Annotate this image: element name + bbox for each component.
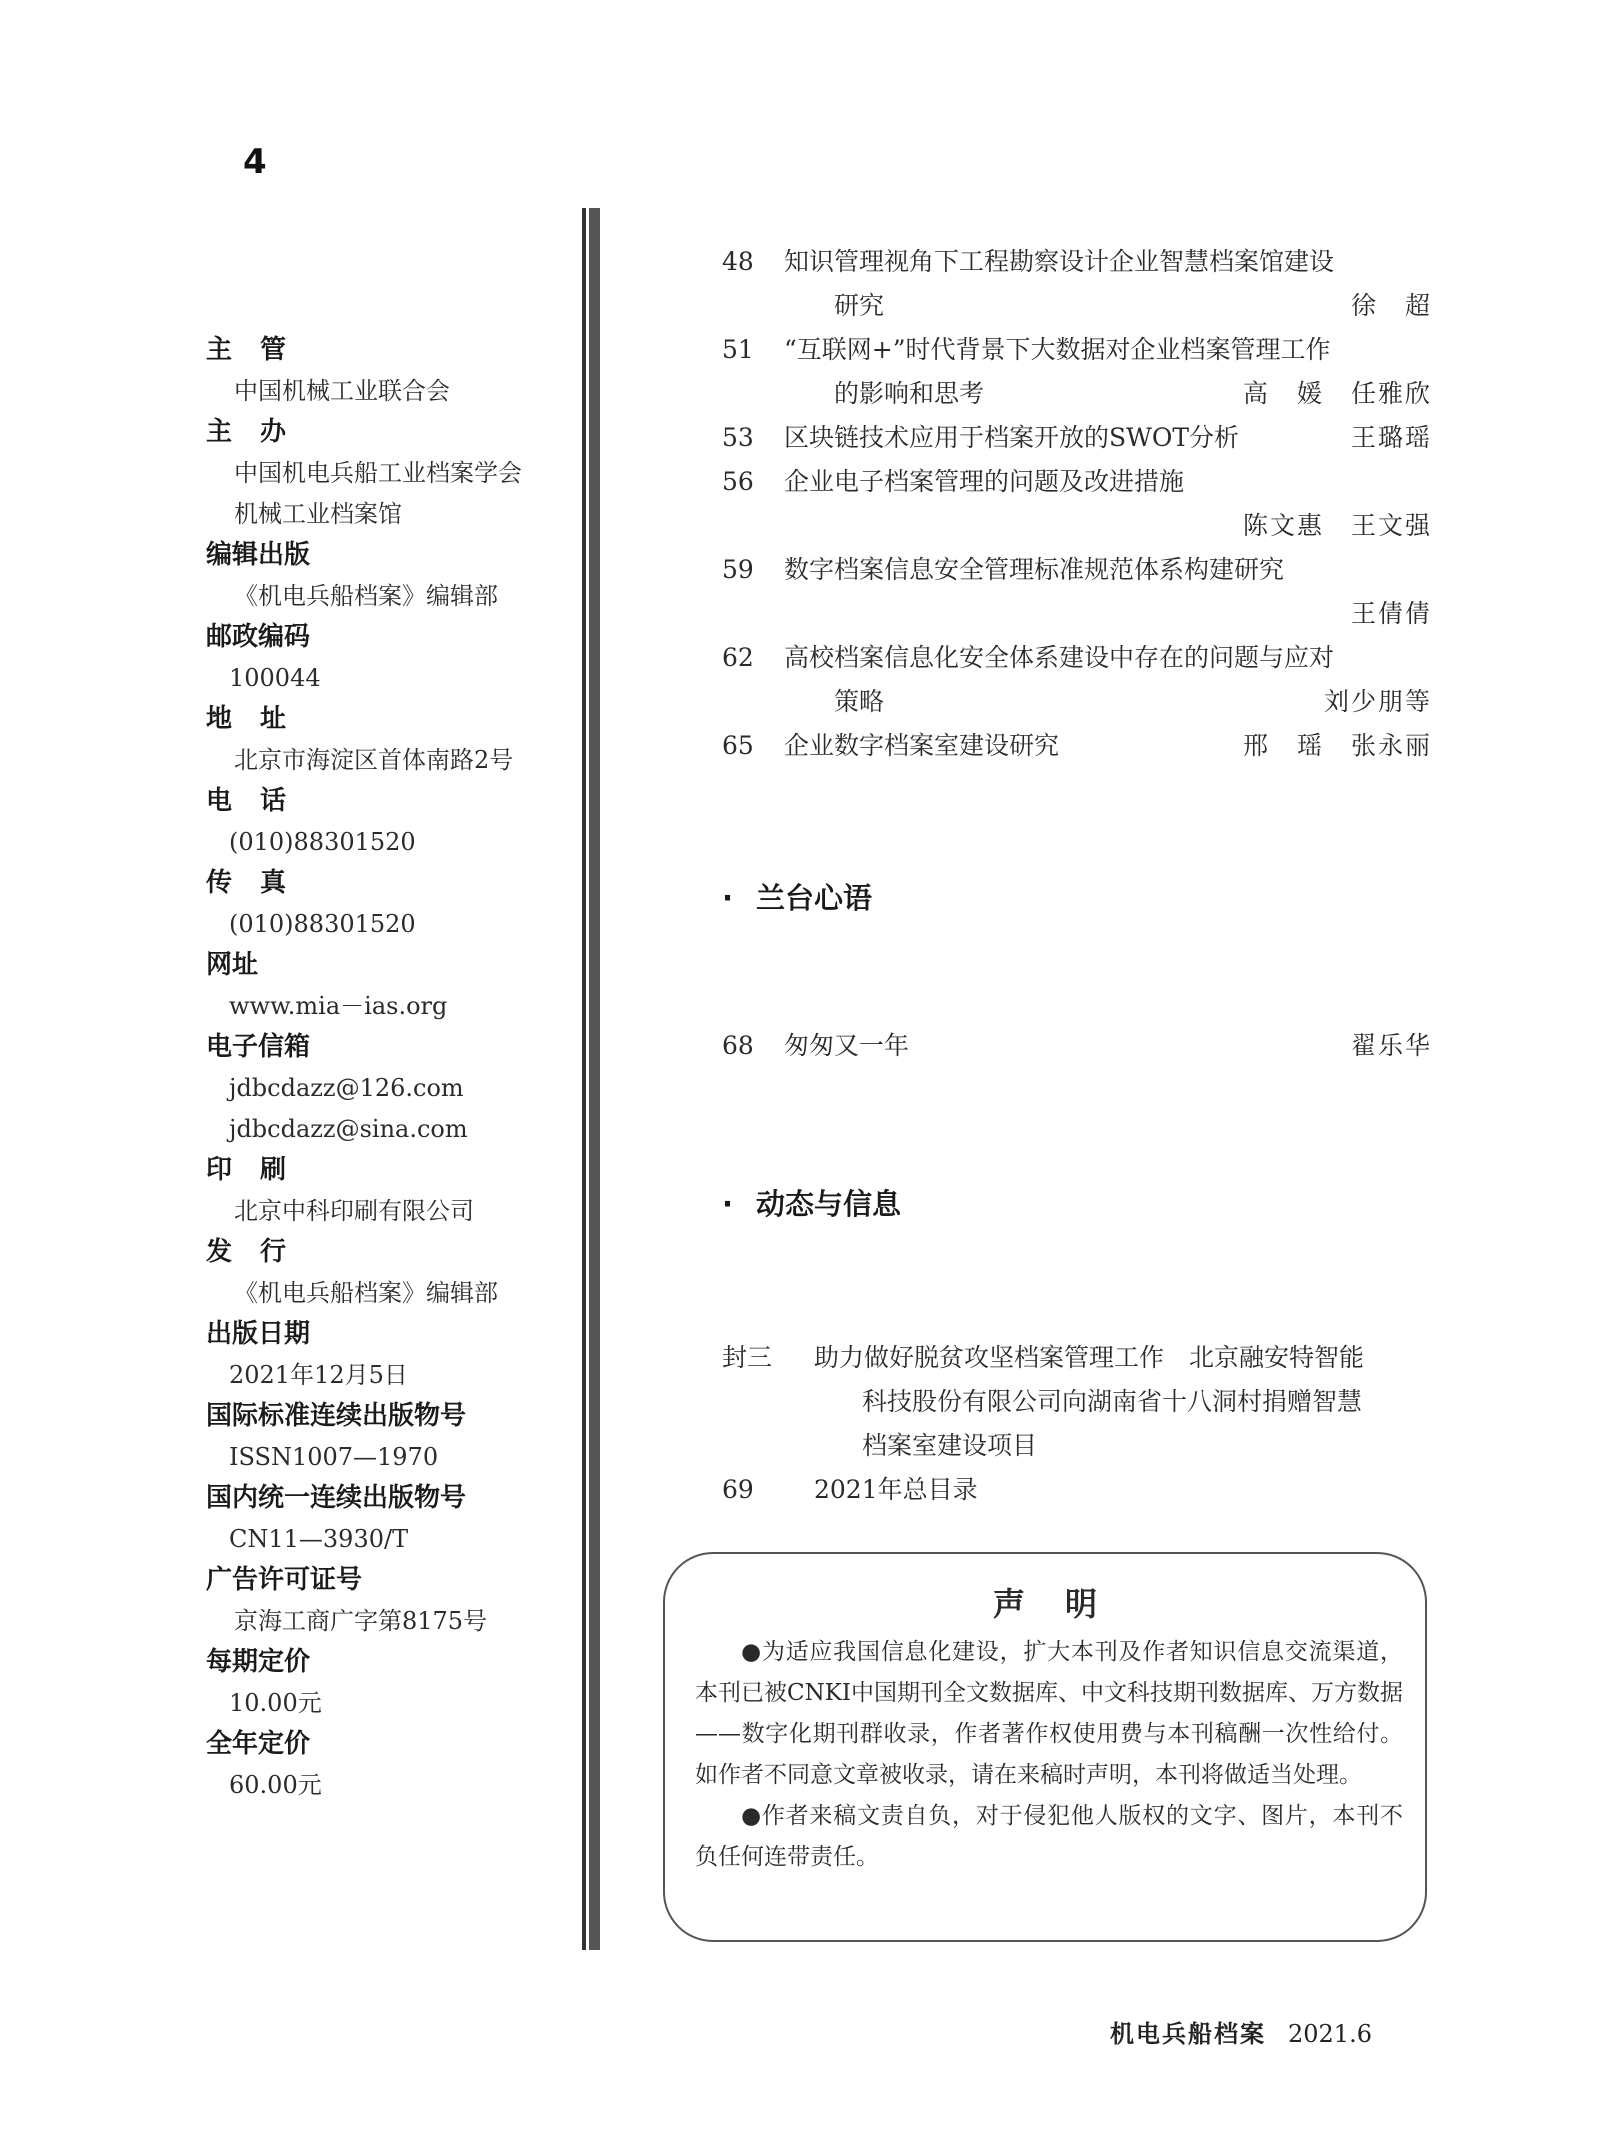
toc-title: 助力做好脱贫攻坚档案管理工作 北京融安特智能 [814,1343,1365,1372]
masthead-label: 每期定价 [206,1647,311,1677]
masthead-item [206,535,566,617]
masthead-value: CN11—3930/T [229,1525,409,1553]
toc-entry[interactable] [722,328,1432,416]
journal-name: 机电兵船档案 [1110,2019,1266,2048]
masthead-label: 电话 [206,786,315,816]
masthead-label: 全年定价 [206,1729,311,1759]
masthead-item [206,1724,566,1806]
masthead-label: 主办 [206,417,315,447]
toc-title: 知识管理视角下工程勘察设计企业智慧档案馆建设 [784,247,1335,276]
page-footer [1110,2014,1372,2049]
masthead-item [206,1396,566,1478]
toc-entry[interactable] [722,1024,1432,1068]
column-divider [582,208,600,1950]
masthead-label: 国内统一连续出版物号 [206,1483,467,1513]
masthead-label: 发行 [206,1237,315,1267]
lantai-entries [722,1024,1432,1068]
masthead-item [206,1150,566,1232]
toc-title: 的影响和思考 [834,379,985,408]
toc-entry[interactable] [722,724,1432,768]
toc-entry[interactable] [722,1468,1442,1512]
toc-page-number: 69 [722,1475,754,1504]
masthead-label: 邮政编码 [206,622,311,652]
bullet-icon: · [722,1187,734,1221]
toc-page-number: 65 [722,731,754,760]
masthead-item [206,1560,566,1642]
masthead-value: 《机电兵船档案》编辑部 [234,582,498,610]
toc-page-number: 51 [722,335,754,364]
masthead-item [206,1642,566,1724]
masthead-item [206,781,566,863]
masthead-value: jdbcdazz@126.com [229,1074,464,1102]
masthead-label: 印刷 [206,1155,315,1185]
toc-title: 科技股份有限公司向湖南省十八洞村捐赠智慧 [862,1387,1363,1416]
masthead-item [206,699,566,781]
toc-author: 邢 瑶 张永丽 [1242,731,1432,760]
statement-paragraph: ●为适应我国信息化建设，扩大本刊及作者知识信息交流渠道，本刊已被CNKI中国期刊全文数据库、中文科技期刊数据库、万方数据——数字化期刊群收录，作者著作权使用费与本刊稿酬一次性给付。如作者不同意文章被收录，请在来稿时声明，本刊将做适当处理。 [695,1639,1403,1788]
toc-author: 陈文惠 王文强 [1242,511,1432,540]
masthead-item [206,945,566,1027]
toc-title: 企业电子档案管理的问题及改进措施 [784,467,1185,496]
toc-entry[interactable] [722,636,1432,724]
masthead-item [206,617,566,699]
masthead-value: 100044 [229,664,321,692]
masthead-value: 中国机电兵船工业档案学会 [234,459,522,487]
masthead-value: jdbcdazz@sina.com [229,1115,468,1143]
page-number: 4 [243,142,267,182]
toc-author: 徐 超 [1350,291,1432,320]
masthead-item [206,1478,566,1560]
section-title: 兰台心语 [756,881,873,915]
toc-page-number: 68 [722,1031,754,1060]
toc-page-number: 48 [722,247,754,276]
toc-author: 高 媛 任雅欣 [1242,379,1432,408]
masthead-item [206,412,566,535]
issue-number: 2021.6 [1288,2020,1372,2048]
masthead-label: 主管 [206,335,315,365]
toc-entry[interactable] [722,240,1432,328]
statement-box [663,1552,1427,1942]
toc-page-number: 59 [722,555,754,584]
masthead-value: www.mia－ias.org [229,992,448,1020]
masthead-value: 《机电兵船档案》编辑部 [234,1279,498,1307]
toc-page-number: 封三 [722,1343,773,1372]
masthead-value: (010)88301520 [229,910,416,938]
masthead-label: 地址 [206,704,315,734]
section-heading-news [722,1182,901,1223]
toc-page-number: 53 [722,423,754,452]
toc-author: 王倩倩 [1350,599,1432,628]
toc-title: 匆匆又一年 [784,1031,910,1060]
toc-entry[interactable] [722,416,1432,460]
masthead [206,330,566,1806]
section-heading-lantai [722,876,872,917]
table-of-contents [722,240,1432,768]
masthead-item [206,1027,566,1150]
masthead-item [206,1314,566,1396]
toc-title: 区块链技术应用于档案开放的SWOT分析 [784,423,1239,452]
toc-entry[interactable] [722,548,1432,636]
masthead-item [206,863,566,945]
statement-paragraph: ●作者来稿文责自负，对于侵犯他人版权的文字、图片，本刊不负任何连带责任。 [695,1803,1403,1870]
masthead-value: ISSN1007—1970 [229,1443,439,1471]
toc-page-number: 62 [722,643,754,672]
section-title: 动态与信息 [756,1187,902,1221]
masthead-value: 中国机械工业联合会 [234,377,450,405]
masthead-value: 北京中科印刷有限公司 [234,1197,474,1225]
masthead-value: 10.00元 [229,1689,322,1717]
toc-title: 高校档案信息化安全体系建设中存在的问题与应对 [784,643,1335,672]
masthead-label: 网址 [206,950,259,980]
statement-title: 声明 [992,1585,1137,1623]
masthead-value: 北京市海淀区首体南路2号 [234,746,514,774]
masthead-label: 国际标准连续出版物号 [206,1401,467,1431]
toc-entry[interactable] [722,460,1432,548]
masthead-value: 60.00元 [229,1771,322,1799]
toc-author: 刘少朋等 [1323,687,1432,716]
masthead-label: 出版日期 [206,1319,311,1349]
masthead-label: 电子信箱 [206,1032,311,1062]
masthead-label: 传真 [206,868,315,898]
toc-title: 数字档案信息安全管理标准规范体系构建研究 [784,555,1285,584]
masthead-value: 2021年12月5日 [229,1361,408,1389]
masthead-value: (010)88301520 [229,828,416,856]
toc-title: 策略 [834,687,885,716]
toc-author: 翟乐华 [1350,1031,1432,1060]
masthead-value: 机械工业档案馆 [234,500,402,528]
masthead-item [206,1232,566,1314]
toc-title: 研究 [834,291,885,320]
news-entries [722,1336,1442,1512]
masthead-label: 广告许可证号 [206,1565,363,1595]
toc-title: 企业数字档案室建设研究 [784,731,1060,760]
toc-title: “互联网+”时代背景下大数据对企业档案管理工作 [784,335,1331,364]
masthead-item [206,330,566,412]
masthead-label: 编辑出版 [206,540,311,570]
toc-author: 王璐瑶 [1350,423,1432,452]
toc-title: 档案室建设项目 [862,1431,1038,1460]
toc-entry[interactable] [722,1336,1442,1468]
masthead-value: 京海工商广字第8175号 [234,1607,488,1635]
toc-title: 2021年总目录 [814,1475,978,1504]
bullet-icon: · [722,881,734,915]
toc-page-number: 56 [722,467,754,496]
